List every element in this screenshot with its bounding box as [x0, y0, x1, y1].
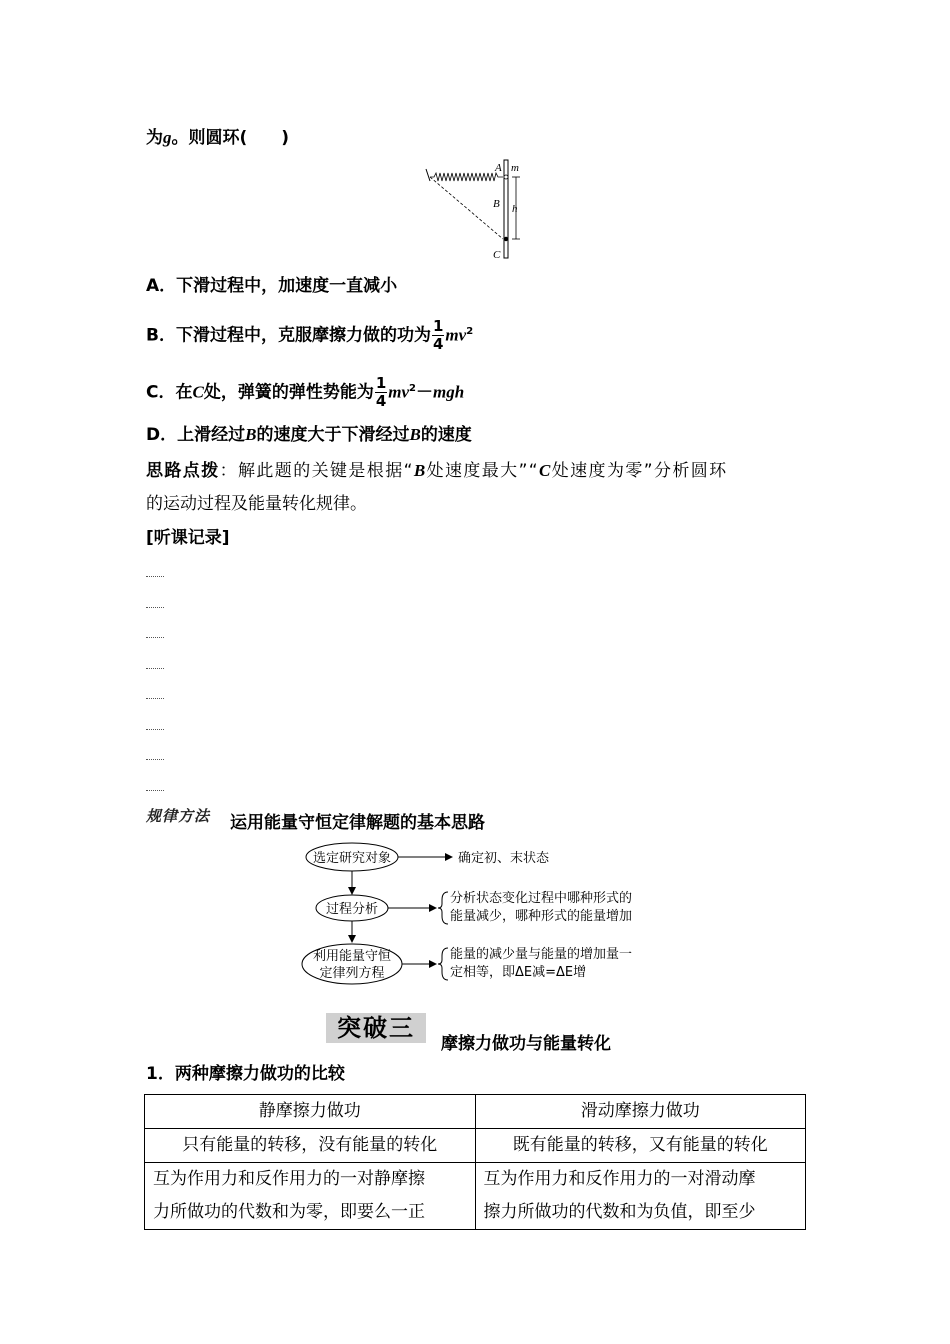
step3-line1: 利用能量守恒 [312, 949, 392, 964]
method-title: 运用能量守恒定律解题的基本思路 [230, 813, 485, 833]
table-row [145, 1129, 806, 1163]
note-line[interactable] [146, 728, 164, 730]
label-A: A [495, 162, 502, 174]
option-c: C．在C处，弹簧的弹性势能为 $\frac{1}{4}$ $mv^2-mgh$ [146, 374, 465, 411]
subheading: 1．两种摩擦力做功的比较 [146, 1064, 345, 1084]
label-h: h [512, 203, 518, 215]
option-a: A．下滑过程中，加速度一直减小 [146, 276, 398, 296]
note-line[interactable] [146, 697, 164, 699]
label-B: B [493, 198, 500, 210]
note-line[interactable] [146, 667, 164, 669]
step2-text: 过程分析 [325, 902, 379, 917]
note-line[interactable] [146, 606, 164, 608]
table-cell: 既有能量的转移，又有能量的转化 [475, 1129, 806, 1163]
res3-line2: 定相等，即ΔE减=ΔE增 [450, 965, 587, 980]
question-intro: 为g。则圆环( ) [146, 128, 290, 148]
var-g: g [163, 128, 172, 147]
label-C: C [493, 249, 501, 261]
method-flowchart [300, 840, 660, 990]
res2-line2: 能量减少，哪种形式的能量增加 [450, 909, 633, 924]
fraction: $\frac{1}{4}$ [432, 317, 444, 354]
res3-line1: 能量的减少量与能量的增加量一 [450, 947, 633, 962]
method-tag: 规律方法 [146, 807, 211, 825]
table-cell: 只有能量的转移，没有能量的转化 [145, 1129, 476, 1163]
table-header: 静摩擦力做功 [145, 1095, 476, 1129]
res2-line1: 分析状态变化过程中哪种形式的 [450, 891, 633, 906]
comparison-table [144, 1094, 806, 1230]
res1-text: 确定初、末状态 [458, 851, 550, 866]
note-line[interactable] [146, 575, 164, 577]
section-title: 摩擦力做功与能量转化 [441, 1034, 611, 1054]
table-header-row [145, 1095, 806, 1129]
note-line[interactable] [146, 789, 164, 791]
option-d: D．上滑经过B的速度大于下滑经过B的速度 [146, 425, 472, 445]
note-line[interactable] [146, 636, 164, 638]
step3-line2: 定律列方程 [319, 966, 385, 981]
table-cell: 互为作用力和反作用力的一对静摩擦 力所做功的代数和为零，即要么一正 [145, 1163, 476, 1230]
note-line[interactable] [146, 758, 164, 760]
label-m: m [511, 162, 519, 174]
option-b: B．下滑过程中，克服摩擦力做的功为 $\frac{1}{4}$ $mv^2$ [146, 317, 474, 354]
notes-label: [听课记录] [146, 528, 230, 548]
hint-line-1: 思路点拨：解此题的关键是根据“B处速度最大”“C处速度为零”分析圆环 [146, 461, 728, 481]
step1-text: 选定研究对象 [312, 851, 392, 866]
table-header: 滑动摩擦力做功 [475, 1095, 806, 1129]
fraction: $\frac{1}{4}$ [375, 374, 387, 411]
section-banner: 突破三 [326, 1013, 426, 1043]
spring-ring-figure [420, 155, 530, 263]
table-cell: 互为作用力和反作用力的一对滑动摩 擦力所做功的代数和为负值，即至少 [475, 1163, 806, 1230]
table-row [145, 1163, 806, 1230]
hint-line-2: 的运动过程及能量转化规律。 [146, 494, 367, 514]
